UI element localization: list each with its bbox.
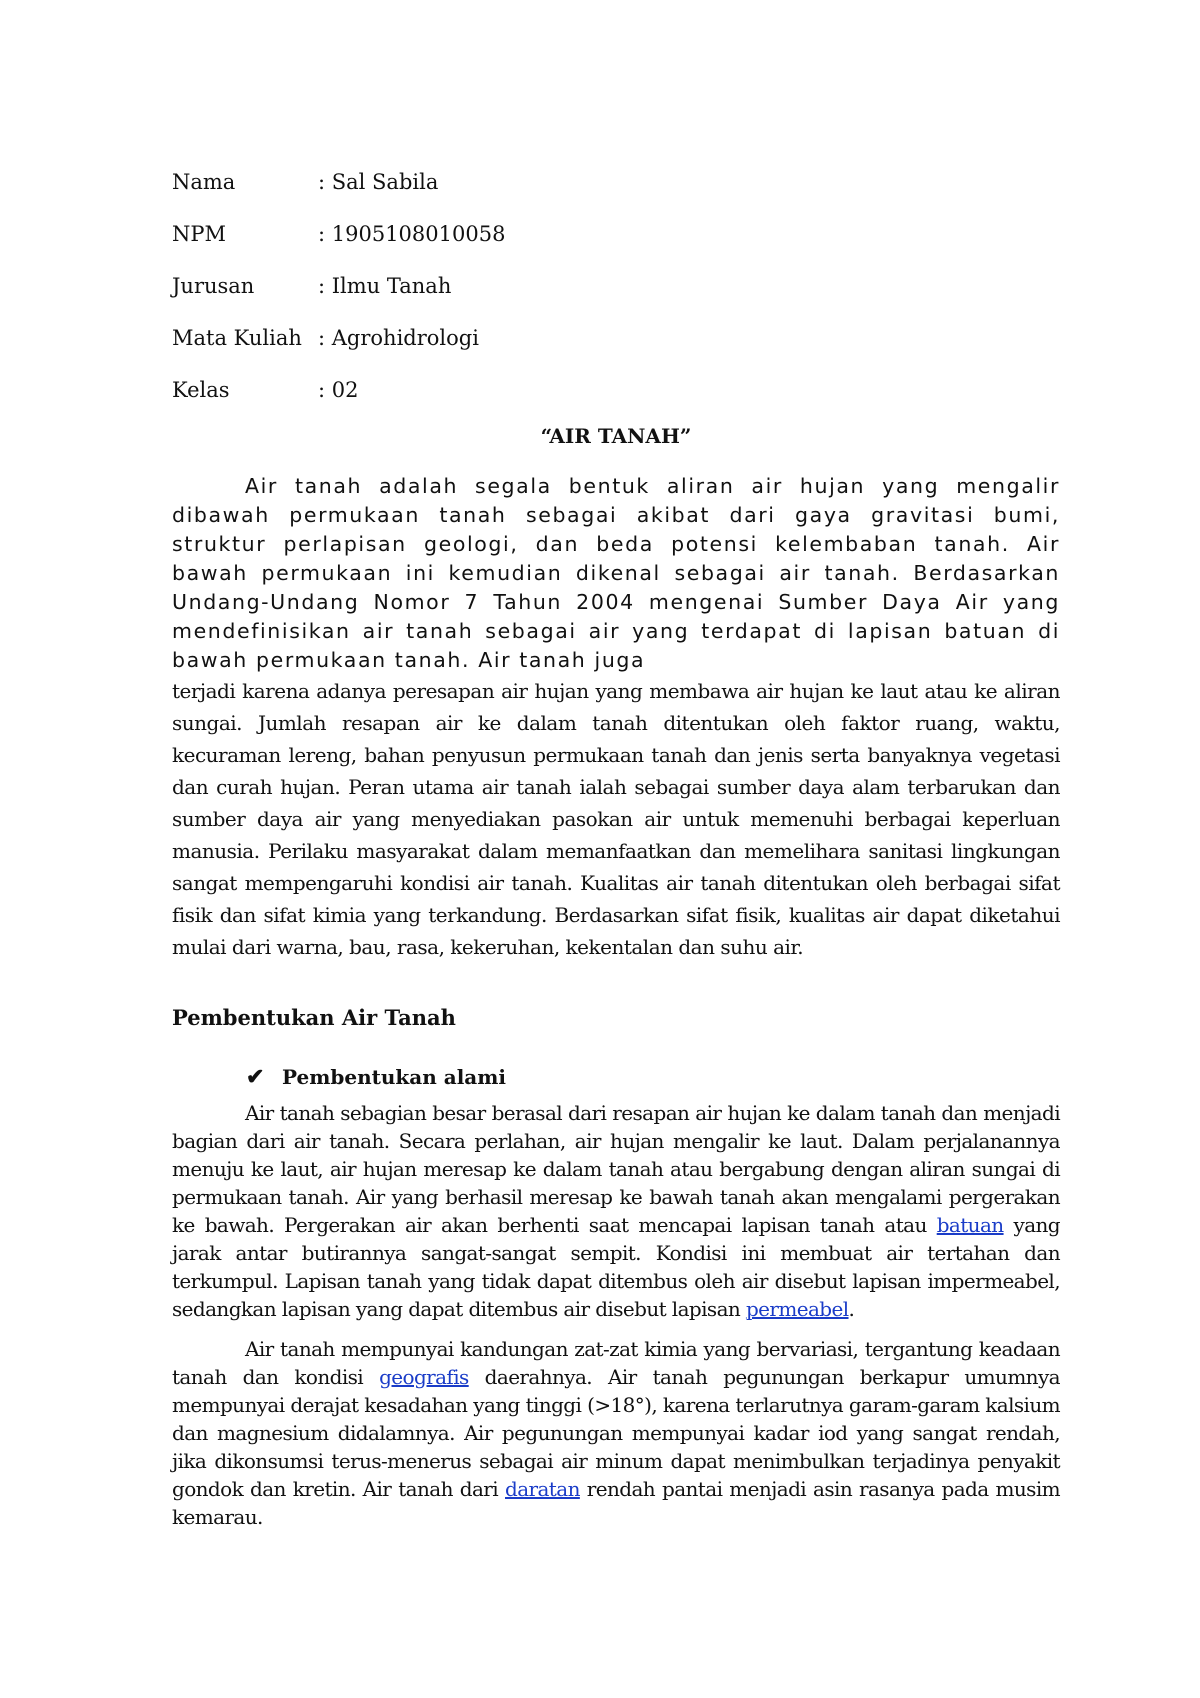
sub-heading-label: Pembentukan alami xyxy=(282,1065,507,1089)
info-value: : Agrohidrologi xyxy=(318,326,479,350)
intro-paragraph-part1: Air tanah adalah segala bentuk aliran air hujan yang mengalir dibawah permukaan tanah sebagai akibat dari gaya gravitasi bumi, struktur perlapisan geologi, dan beda potensi kelembaban tanah. Air bawah permukaan ini kemudian dikenal sebagai air tanah. Berdasarkan Undang-Undang Nomor 7 Tahun 2004 mengenai Sumber Daya Air yang mendefinisikan air tanah sebagai air yang terdapat di lapisan batuan di bawah permukaan tanah. Air tanah juga xyxy=(172,474,1060,672)
student-info-table xyxy=(172,168,1060,428)
info-value: : Ilmu Tanah xyxy=(318,274,452,298)
info-label: NPM xyxy=(172,222,227,246)
paragraph-text: yang jarak antar butirannya sangat-sangat sempit. Kondisi ini membuat air tertahan dan terkumpul. Lapisan tanah yang tidak dapat ditembus oleh air disebut lapisan impermeabel, sedangkan lapisan yang dapat ditembus air disebut lapisan xyxy=(172,1213,1061,1321)
paragraph-text: . xyxy=(848,1297,855,1321)
info-label: Mata Kuliah xyxy=(172,326,302,350)
checkmark-icon: ✔ xyxy=(246,1064,265,1090)
info-value: : 02 xyxy=(318,378,359,402)
info-label: Kelas xyxy=(172,378,230,402)
intro-paragraph-part2: terjadi karena adanya peresapan air hujan yang membawa air hujan ke laut atau ke aliran sungai. Jumlah resapan air ke dalam tanah ditentukan oleh faktor ruang, waktu, kecuraman lereng, bahan penyusun permukaan tanah dan jenis serta banyaknya vegetasi dan curah hujan. Peran utama air tanah ialah sebagai sumber daya alam terbarukan dan sumber daya air yang menyediakan pasokan air untuk memenuhi berbagai keperluan manusia. Perilaku masyarakat dalam memanfaatkan dan memelihara sanitasi lingkungan sangat mempengaruhi kondisi air tanah. Kualitas air tanah ditentukan oleh berbagai sifat fisik dan sifat kimia yang terkandung. Berdasarkan sifat fisik, kualitas air dapat diketahui mulai dari warna, bau, rasa, kekeruhan, kekentalan dan suhu air. xyxy=(172,679,1060,959)
info-row-npm xyxy=(172,220,1060,272)
paragraph-text: Air tanah sebagian besar berasal dari resapan air hujan ke dalam tanah dan menjadi bagian dari air tanah. Secara perlahan, air hujan mengalir ke laut. Dalam perjalanannya menuju ke laut, air hujan meresap ke dalam tanah atau bergabung dengan aliran sungai di permukaan tanah. Air yang berhasil meresap ke bawah tanah akan mengalami pergerakan ke bawah. Pergerakan air akan berhenti saat mencapai lapisan tanah atau xyxy=(172,1101,1060,1237)
paragraph-text: Air tanah mempunyai kandungan zat-zat kimia yang bervariasi, tergantung keadaan tanah dan kondisi xyxy=(172,1337,1060,1389)
link-batuan[interactable]: batuan xyxy=(936,1213,1004,1237)
body-paragraph-2 xyxy=(172,1335,1060,1531)
info-row-jurusan xyxy=(172,272,1060,324)
paragraph-text: daerahnya. Air tanah pegunungan berkapur umumnya mempunyai derajat kesadahan yang tinggi (>18°), karena terlarutnya garam-garam kalsium dan magnesium didalamnya. Air pegunungan mempunyai kadar iod yang sangat rendah, jika dikonsumsi terus-menerus sebagai air minum dapat menimbulkan terjadinya penyakit gondok dan kretin. Air tanah dari xyxy=(172,1365,1060,1501)
info-row-mata-kuliah xyxy=(172,324,1060,376)
body-paragraph-1 xyxy=(172,1099,1060,1323)
info-row-kelas xyxy=(172,376,1060,428)
section-heading: Pembentukan Air Tanah xyxy=(172,1005,456,1030)
info-label: Jurusan xyxy=(172,274,255,298)
info-row-nama xyxy=(172,168,1060,220)
info-label: Nama xyxy=(172,170,236,194)
paragraph-text: rendah pantai menjadi asin rasanya pada musim kemarau. xyxy=(172,1477,1060,1529)
sub-heading xyxy=(172,1055,1060,1099)
link-daratan[interactable]: daratan xyxy=(505,1477,580,1501)
link-geografis[interactable]: geografis xyxy=(379,1365,469,1389)
paragraph-spacer xyxy=(172,1323,1060,1335)
document-title: “AIR TANAH” xyxy=(540,424,692,448)
info-value: : 1905108010058 xyxy=(318,222,506,246)
link-permeabel[interactable]: permeabel xyxy=(745,1297,849,1321)
document-content xyxy=(172,168,1060,1531)
info-value: : Sal Sabila xyxy=(318,170,439,194)
